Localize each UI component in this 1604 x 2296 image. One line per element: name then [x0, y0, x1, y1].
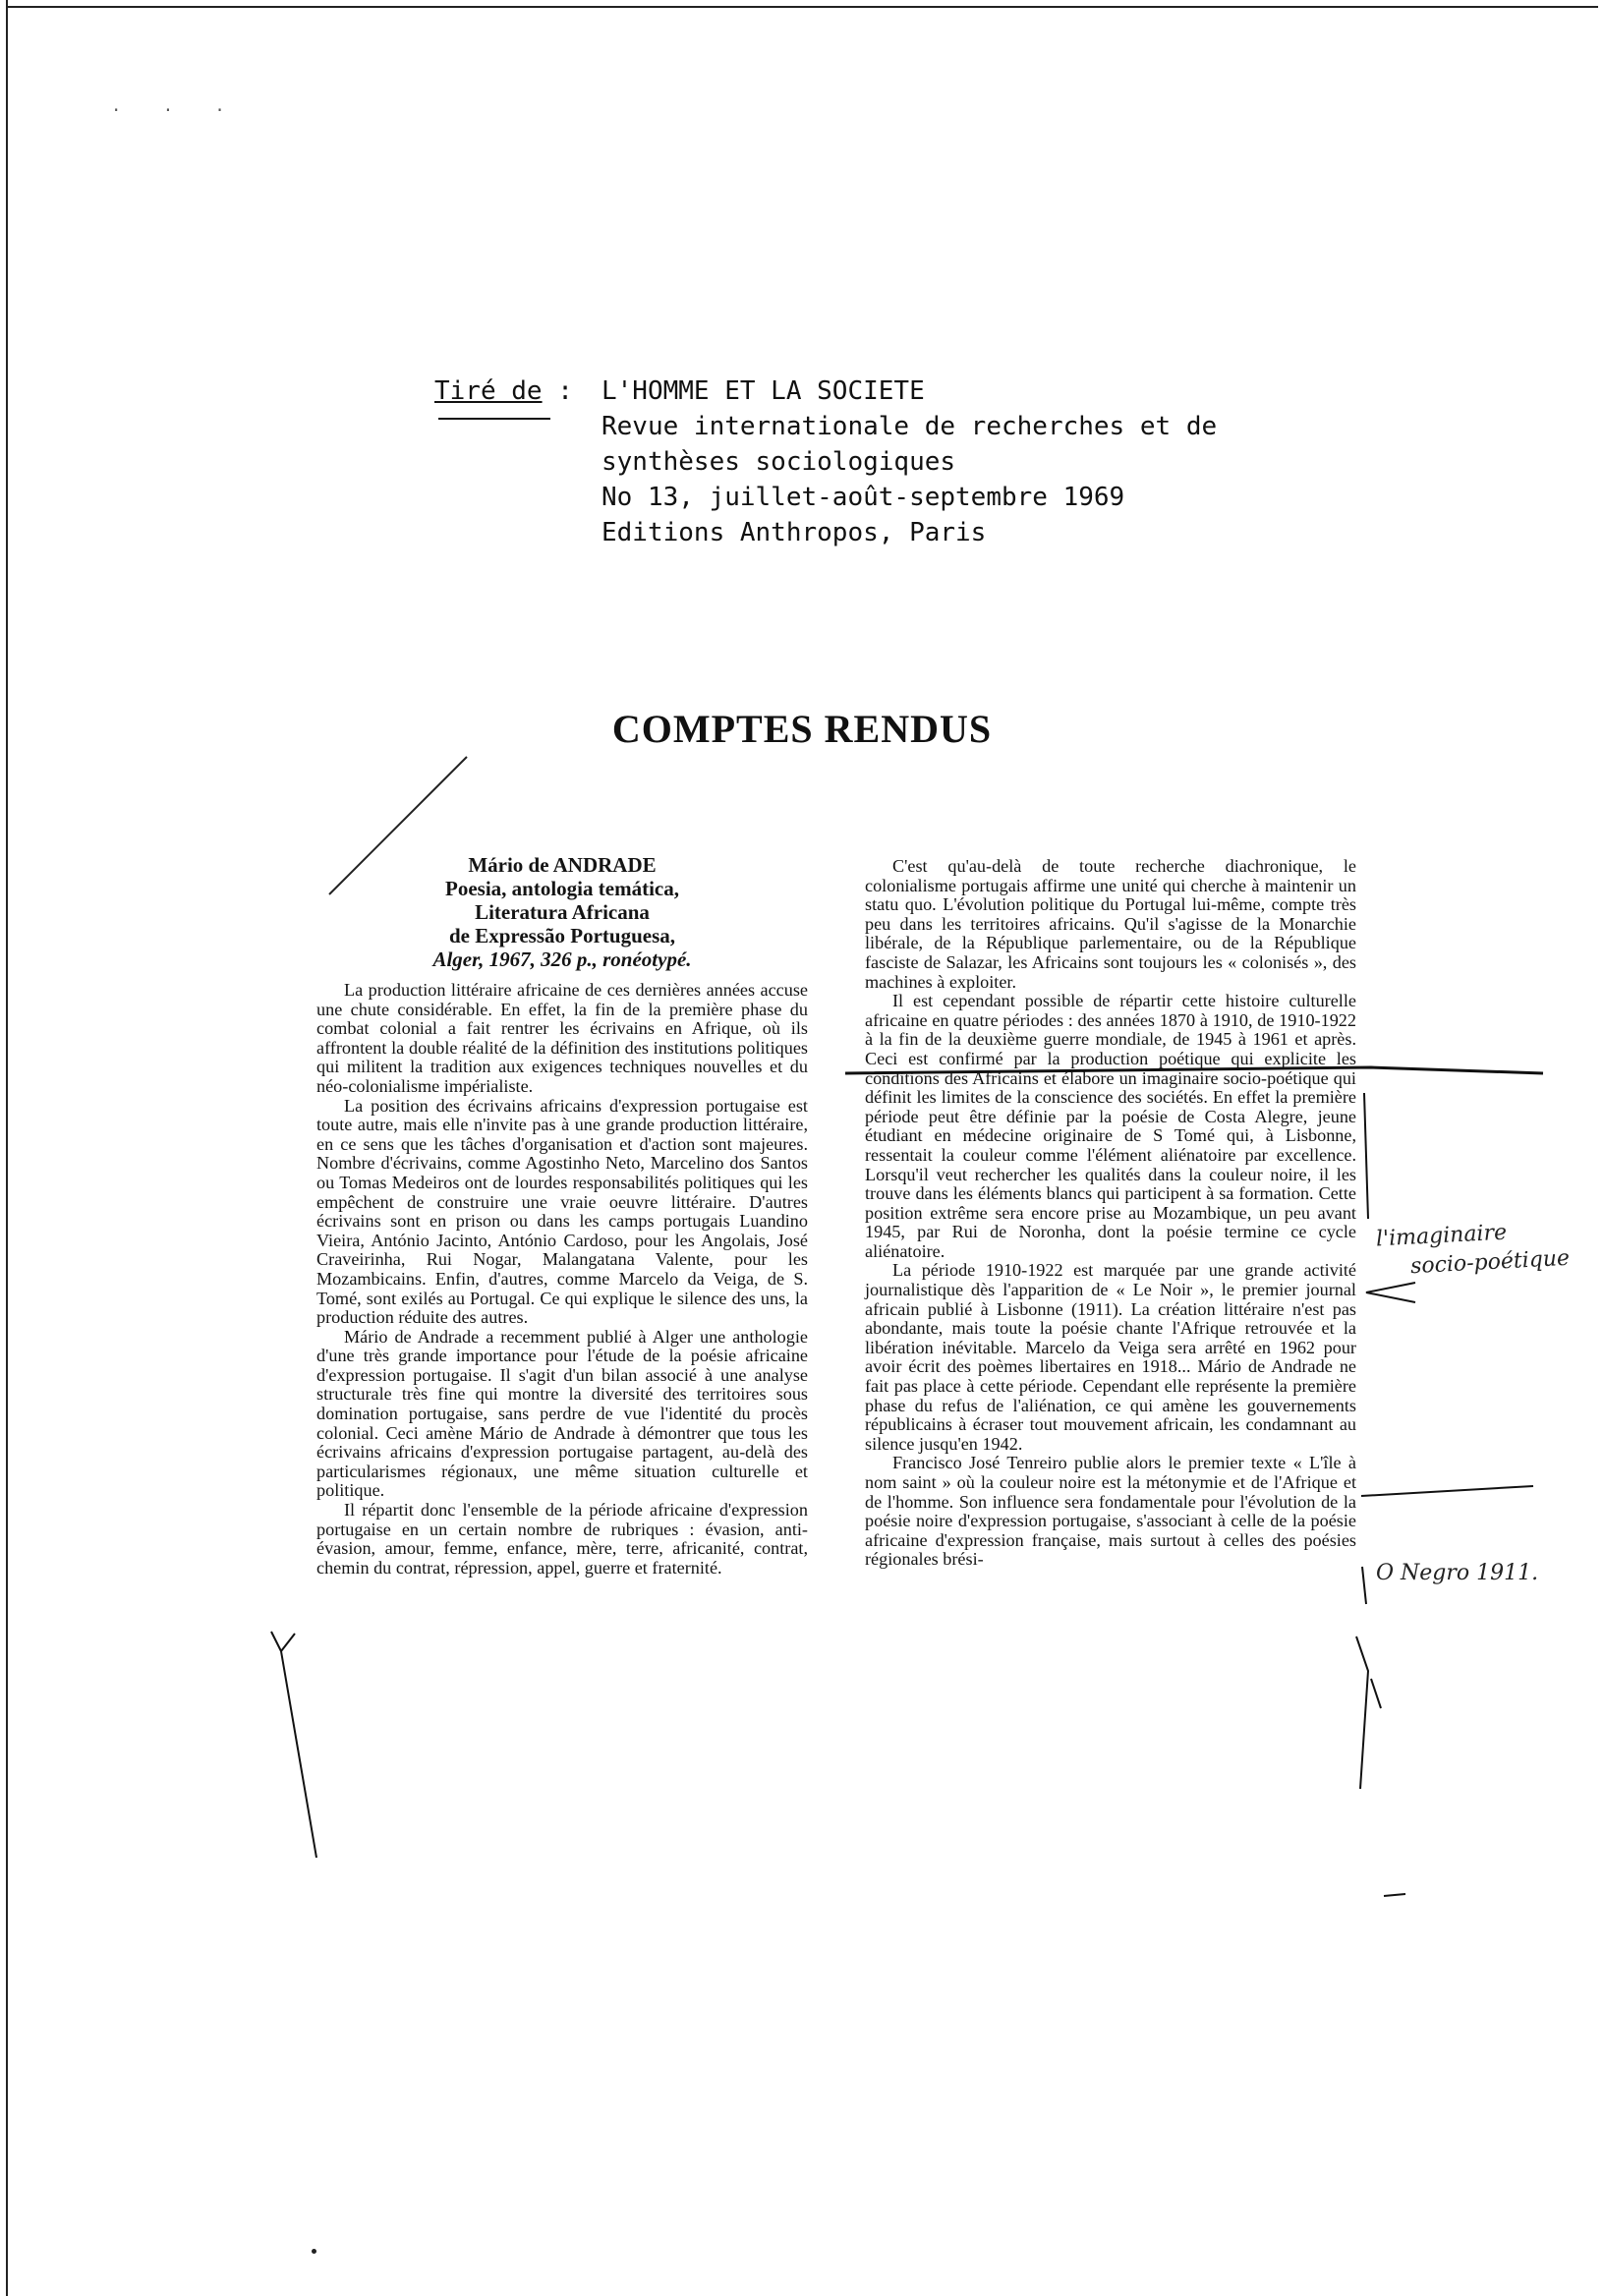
- scan-specks: · · ·: [113, 98, 243, 122]
- section-title: COMPTES RENDUS: [611, 707, 993, 751]
- left-paragraph-3: Mário de Andrade a recemment publié à Alger une anthologie d'une très grande importance pour l'étude de la poésie africaine d'expression portugaise. Il s'agit d'un bilan associé à une analyse structurale très fine qui montre la diversité des territoires sous domination portugaise, sans perdre de vue l'identité du procès colonial. Ceci amène Mário de Andrade à démontrer que tous les écrivains africains d'expression portugaise partagent, au-delà des particularismes régionaux, une même situation culturelle et politique.: [316, 1326, 808, 1501]
- right-paragraph-2: Il est cependant possible de répartir cette histoire culturelle africaine en quatre périodes : des années 1870 à 1910, de 1910-1922 à la fin de la deuxième guerre mondiale, de 1945 à 1961 et après. Ceci est confirmé par la production poétique qui explicite les conditions des Africains et élabore un imaginaire socio-poétique qui définit les limites de la conscience des sociétés. En effet la première période peut être définie par la poésie de Costa Alegre, jeune étudiant en médecine originaire de S Tomé qui, à Lisbonne, ressentait la couleur comme l'élément aliénatoire par excellence. Lorsqu'il veut rechercher les qualités dans la couleur noire, il les trouve dans les éléments blancs qui participent à sa formation. Cette position extrême sera encore prise au Mozambique, un peu avant 1945, par Rui de Noronha, dont la poésie termine ce cycle aliénatoire.: [865, 991, 1356, 1261]
- divider-mark-2: [1361, 1486, 1533, 1496]
- review-author: Mário de ANDRADE: [468, 853, 657, 877]
- slash-mark-2: [1371, 1679, 1381, 1708]
- left-paragraph-2: La position des écrivains africains d'expression portugaise est toute autre, mais elle n'invite pas à une grande production littéraire, en ce sens que les tâches d'organisation et d'action sont majeures. Nombre d'écrivains, comme Agostinho Neto, Marcelino dos Santos ou Tomas Medeiros ont de lourdes responsabilités politiques qui les empêchent de construire une vraie oeuvre littéraire. D'autres écrivains sont en prison ou dans les camps portugais Luandino Vieira, António Jacinto, António Cardoso, pour les Angolais, José Craveirinha, Rui Nogar, Malangatana Valente, pour les Mozambicains. Enfin, d'autres, comme Marcelo da Veiga, de S. Tomé, sont exilés au Portugal. Ce qui explique le silence des uns, la production réduite des autres.: [316, 1095, 808, 1328]
- review-title-line-3: de Expressão Portuguesa,: [448, 924, 676, 947]
- right-paragraph-1: C'est qu'au-delà de toute recherche diachronique, le colonialisme portugais affirme une unité qui cherche à maintenir un statu quo. L'évolution politique du Portugal lui-même, compte très peu dans les territoires africains. Qu'il s'agisse de la Monarchie libérale, de la République parlementaire, ou de la République fasciste de Salazar, les Africains sont toujours les « colonisés », des machines à exploiter.: [865, 856, 1356, 992]
- bracket-mark-3: [1356, 1636, 1368, 1789]
- source-publisher: Editions Anthropos, Paris: [602, 518, 987, 547]
- slash-mark: [329, 757, 467, 894]
- left-paragraph-1: La production littéraire africaine de ces dernières années accuse une chute considérable. En effet, la fin de la première phase du combat colonial a fait rentrer les écrivains en Afrique, où ils affrontent la double réalité de la définition des institutions politiques qui militent la tradition aux exigences techniques nouvelles et du néo-colonialisme impérialiste.: [316, 980, 808, 1096]
- dash-mark: [1384, 1894, 1405, 1896]
- left-arrow-mark: [271, 1632, 316, 1858]
- bracket-mark-2: [1362, 1567, 1366, 1604]
- review-title-line-2: Literatura Africana: [475, 900, 650, 924]
- margin-note-3: O Negro 1911.: [1376, 1561, 1539, 1585]
- review-publication: Alger, 1967, 326 p., ronéotypé.: [432, 947, 692, 971]
- scan-dot: [312, 2249, 316, 2254]
- right-paragraph-4: Francisco José Tenreiro publie alors le premier texte « L'île à nom saint » où la couleur noire est la métonymie et de l'Afrique et de l'homme. Son influence sera fondamentale pour l'évolution de la poésie noire d'expression portugaise, s'associant à celle de la poésie africaine d'expression française, mais surtout à celles des poésies régionales brési-: [865, 1453, 1356, 1570]
- review-title-line-1: Poesia, antologia temática,: [445, 877, 679, 900]
- right-paragraph-3: La période 1910-1922 est marquée par une grande activité journalistique dès l'apparition de « Le Noir », le premier journal africain publié à Lisbonne (1911). La création littéraire n'est pas abondante, mais toute la poésie chante l'Afrique retrouvée et la libération inévitable. Marcelo da Veiga sera arrêté en 1962 pour avoir écrit des poèmes libertaires en 1918... Mário de Andrade ne fait pas place à cette période. Cependant elle représente la première phase du refus de l'aliénation, ce qui amène les gouvernements républicains à écraser tout mouvement africain, les condamnant au silence jusqu'en 1942.: [865, 1260, 1356, 1454]
- source-label-prefix: Tiré de: [434, 376, 543, 406]
- divider-mark-1: [845, 1067, 1543, 1073]
- source-issue: No 13, juillet-août-septembre 1969: [602, 483, 1125, 512]
- left-paragraph-4: Il répartit donc l'ensemble de la période africaine d'expression portugaise en un certain nombre de rubriques : évasion, anti-évasion, amour, femme, enfance, mère, terre, africanité, contrat, chemin du contrat, répression, appel, guerre et fraternité.: [316, 1500, 808, 1578]
- source-journal: L'HOMME ET LA SOCIETE: [602, 376, 925, 406]
- arrow-mark: [1366, 1283, 1415, 1302]
- bracket-mark-1: [1364, 1093, 1368, 1219]
- source-subtitle-1: Revue internationale de recherches et de: [602, 412, 1218, 441]
- margin-note-2: socio-poétique: [1409, 1245, 1571, 1280]
- margin-note-1: l'imaginaire: [1375, 1220, 1508, 1252]
- source-label-suffix: :: [542, 376, 573, 406]
- source-subtitle-2: synthèses sociologiques: [602, 447, 956, 477]
